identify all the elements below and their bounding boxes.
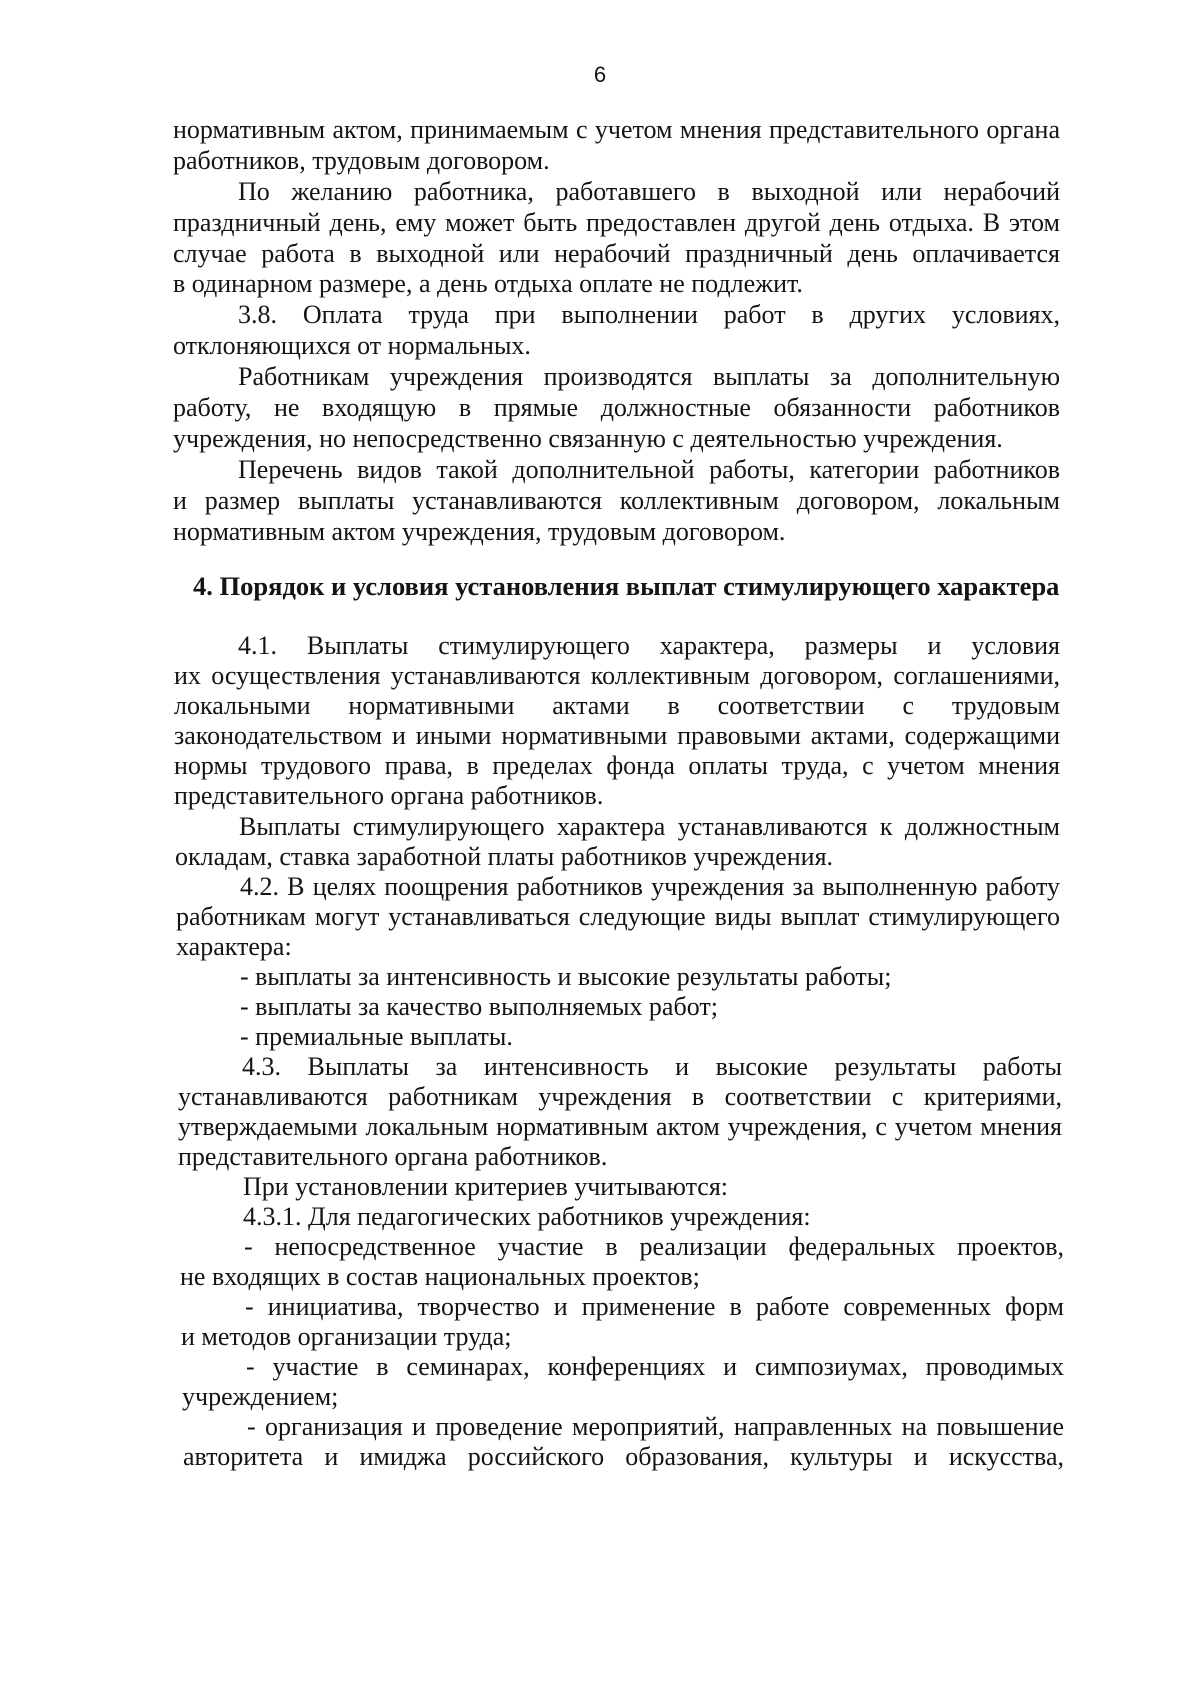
text-line: 3.8. Оплата труда при выполнении работ в других условиях, bbox=[238, 300, 1060, 329]
text-line: 4.3.1. Для педагогических работников учреждения: bbox=[243, 1202, 811, 1231]
text-line: 4.3. Выплаты за интенсивность и высокие результаты работы bbox=[242, 1052, 1062, 1081]
list-item: - организация и проведение мероприятий, направленных на повышение bbox=[247, 1412, 1064, 1441]
list-item: - выплаты за интенсивность и высокие результаты работы; bbox=[240, 962, 892, 991]
list-item: - инициатива, творчество и применение в работе современных форм bbox=[245, 1292, 1064, 1321]
text-line: работников, трудовым договором. bbox=[173, 146, 550, 175]
text-line: законодательством и иными нормативными правовыми актами, содержащими bbox=[174, 721, 1060, 750]
text-line: представительного органа работников. bbox=[174, 781, 604, 810]
text-line: работу, не входящую в прямые должностные обязанности работников bbox=[173, 393, 1060, 422]
text-line: локальными нормативными актами в соответствии с трудовым bbox=[174, 691, 1060, 720]
text-line: авторитета и имиджа российского образования, культуры и искусства, bbox=[183, 1442, 1064, 1471]
text-line: работникам могут устанавливаться следующие виды выплат стимулирующего bbox=[176, 902, 1060, 931]
text-line: характера: bbox=[176, 932, 292, 961]
section-heading: 4. Порядок и условия установления выплат стимулирующего характера bbox=[193, 571, 1060, 601]
text-line: нормы трудового права, в пределах фонда оплаты труда, с учетом мнения bbox=[174, 751, 1060, 780]
text-line: нормативным актом, принимаемым с учетом мнения представительного органа bbox=[173, 115, 1060, 144]
text-line: Перечень видов такой дополнительной работы, категории работников bbox=[238, 455, 1060, 484]
text-line: учреждения, но непосредственно связанную с деятельностью учреждения. bbox=[173, 424, 1003, 453]
text-line: Работникам учреждения производятся выплаты за дополнительную bbox=[238, 362, 1060, 391]
text-line: нормативным актом учреждения, трудовым договором. bbox=[173, 517, 786, 546]
text-line: учреждением; bbox=[182, 1382, 339, 1411]
text-line: не входящих в состав национальных проектов; bbox=[180, 1262, 700, 1291]
text-line: При установлении критериев учитываются: bbox=[243, 1172, 729, 1201]
text-line: Выплаты стимулирующего характера устанавливаются к должностным bbox=[239, 812, 1060, 841]
text-line: 4.1. Выплаты стимулирующего характера, размеры и условия bbox=[238, 631, 1060, 660]
text-line: их осуществления устанавливаются коллективным договором, соглашениями, bbox=[174, 661, 1060, 690]
text-line: окладам, ставка заработной платы работников учреждения. bbox=[175, 842, 834, 871]
list-item: - премиальные выплаты. bbox=[240, 1022, 513, 1051]
list-item: - выплаты за качество выполняемых работ; bbox=[240, 992, 718, 1021]
text-line: и размер выплаты устанавливаются коллективным договором, локальным bbox=[173, 486, 1060, 515]
text-line: представительного органа работников. bbox=[178, 1142, 608, 1171]
list-item: - участие в семинарах, конференциях и симпозиумах, проводимых bbox=[246, 1352, 1064, 1381]
text-line: утверждаемыми локальным нормативным актом учреждения, с учетом мнения bbox=[178, 1112, 1062, 1141]
text-line: случае работа в выходной или нерабочий праздничный день оплачивается bbox=[173, 239, 1060, 268]
text-line: праздничный день, ему может быть предоставлен другой день отдыха. В этом bbox=[173, 208, 1060, 237]
text-line: отклоняющихся от нормальных. bbox=[173, 331, 531, 360]
text-line: и методов организации труда; bbox=[181, 1322, 512, 1351]
page-number: 6 bbox=[593, 62, 607, 87]
text-line: в одинарном размере, а день отдыха оплате не подлежит. bbox=[173, 269, 803, 298]
text-line: 4.2. В целях поощрения работников учреждения за выполненную работу bbox=[240, 872, 1060, 901]
list-item: - непосредственное участие в реализации федеральных проектов, bbox=[244, 1232, 1064, 1261]
text-line: устанавливаются работникам учреждения в соответствии с критериями, bbox=[178, 1082, 1062, 1111]
text-line: По желанию работника, работавшего в выходной или нерабочий bbox=[238, 177, 1060, 206]
